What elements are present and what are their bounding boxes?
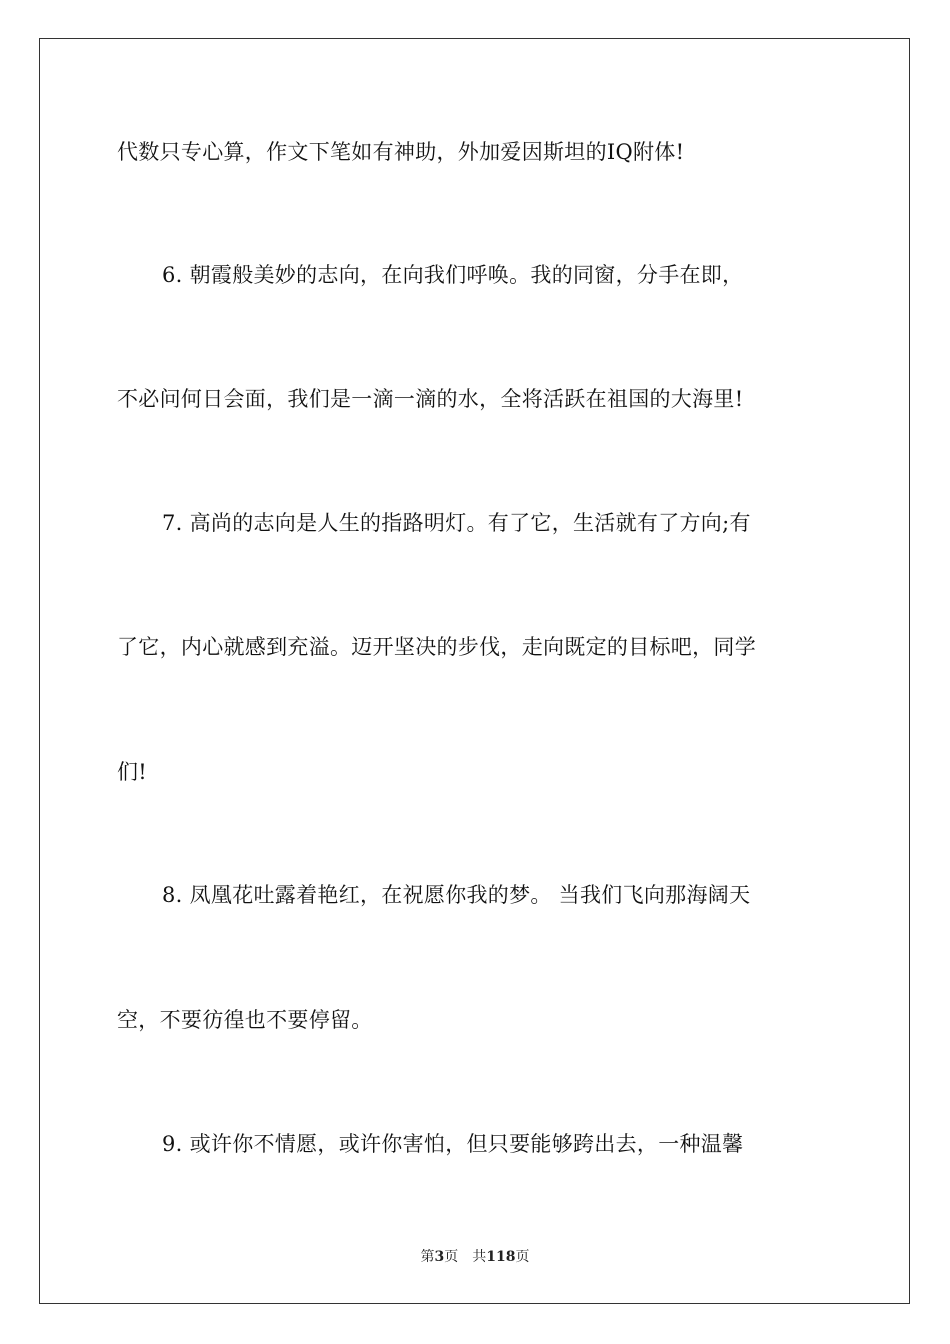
page-border: [39, 38, 910, 1304]
page-footer: [0, 1248, 950, 1266]
total-label-suffix: 页: [515, 1249, 530, 1265]
total-label-prefix: 共: [472, 1249, 487, 1265]
total-pages: 118: [486, 1249, 516, 1265]
text-line-1: 代数只专心算，作文下笔如有神助，外加爱因斯坦的IQ附体!: [117, 140, 685, 164]
text-line-8: 空，不要彷徨也不要停留。: [117, 1008, 373, 1032]
page-label-suffix: 页: [444, 1249, 459, 1265]
text-line-2: 6. 朝霞般美妙的志向，在向我们呼唤。我的同窗，分手在即，: [162, 263, 744, 287]
page-number: 3: [434, 1249, 445, 1265]
page-label-prefix: 第: [420, 1249, 435, 1265]
text-line-4: 7. 高尚的志向是人生的指路明灯。有了它，生活就有了方向;有: [162, 511, 751, 535]
text-line-7: 8. 凤凰花吐露着艳红，在祝愿你我的梦。 当我们飞向那海阔天: [162, 883, 751, 907]
text-line-6: 们!: [117, 760, 148, 784]
text-line-9: 9. 或许你不情愿，或许你害怕，但只要能够跨出去，一种温馨: [162, 1132, 744, 1156]
text-line-3: 不必问何日会面，我们是一滴一滴的水，全将活跃在祖国的大海里!: [117, 387, 744, 411]
text-line-5: 了它，内心就感到充溢。迈开坚决的步伐，走向既定的目标吧，同学: [117, 635, 756, 659]
